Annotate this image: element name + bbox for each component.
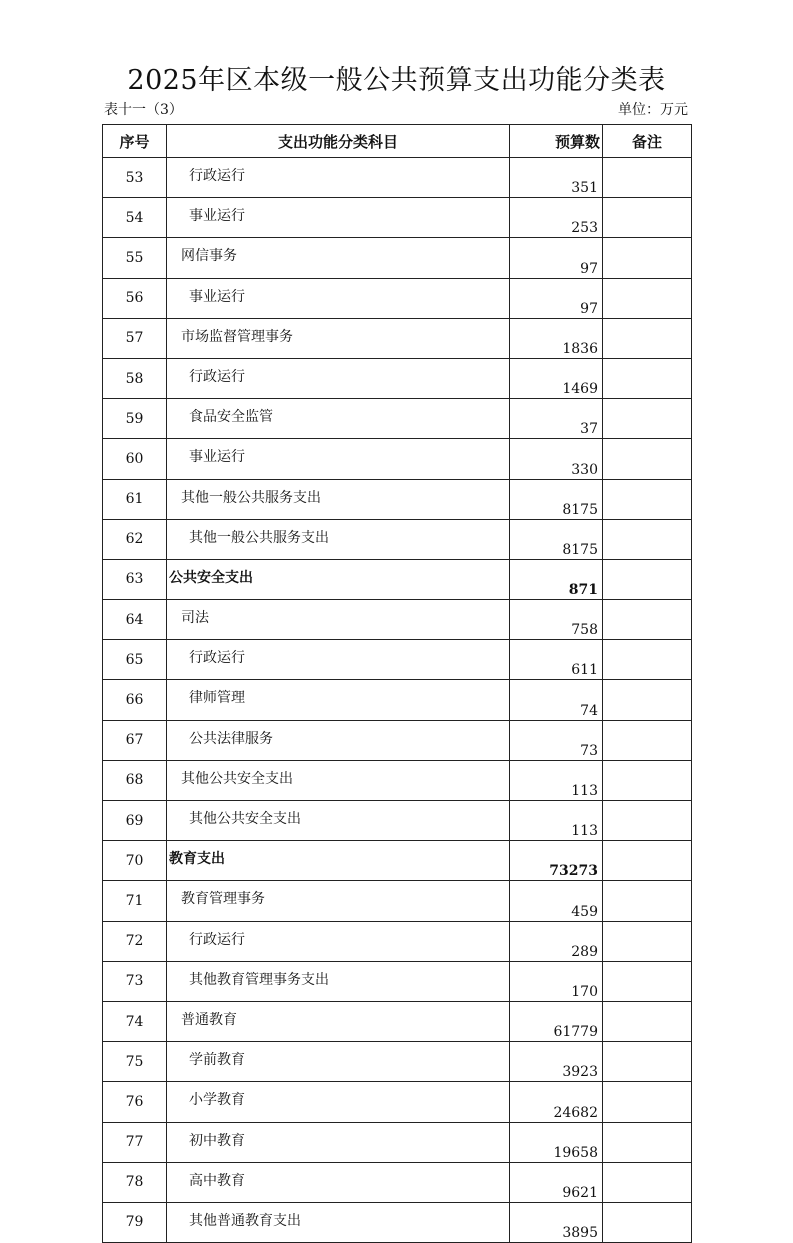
row-note bbox=[603, 479, 692, 519]
row-note bbox=[603, 680, 692, 720]
row-note bbox=[603, 519, 692, 559]
row-item: 事业运行 bbox=[167, 278, 510, 318]
row-seq: 63 bbox=[103, 559, 167, 599]
table-row bbox=[103, 358, 692, 398]
row-seq: 62 bbox=[103, 519, 167, 559]
row-item: 其他公共安全支出 bbox=[167, 801, 510, 841]
row-amount: 113 bbox=[510, 760, 603, 800]
row-amount: 19658 bbox=[510, 1122, 603, 1162]
row-item: 教育管理事务 bbox=[167, 881, 510, 921]
row-amount: 113 bbox=[510, 801, 603, 841]
row-note bbox=[603, 158, 692, 198]
row-seq: 74 bbox=[103, 1001, 167, 1041]
row-amount: 97 bbox=[510, 238, 603, 278]
row-amount: 170 bbox=[510, 961, 603, 1001]
header-item: 支出功能分类科目 bbox=[167, 125, 510, 158]
row-item: 小学教育 bbox=[167, 1082, 510, 1122]
row-seq: 53 bbox=[103, 158, 167, 198]
table-row bbox=[103, 720, 692, 760]
row-note bbox=[603, 760, 692, 800]
row-amount: 611 bbox=[510, 640, 603, 680]
row-note bbox=[603, 1042, 692, 1082]
table-row bbox=[103, 278, 692, 318]
row-amount: 9621 bbox=[510, 1162, 603, 1202]
row-item: 事业运行 bbox=[167, 198, 510, 238]
row-seq: 56 bbox=[103, 278, 167, 318]
row-amount: 3923 bbox=[510, 1042, 603, 1082]
row-seq: 57 bbox=[103, 318, 167, 358]
row-amount: 97 bbox=[510, 278, 603, 318]
budget-table bbox=[102, 124, 692, 1243]
row-seq: 58 bbox=[103, 358, 167, 398]
row-item: 普通教育 bbox=[167, 1001, 510, 1041]
table-row bbox=[103, 519, 692, 559]
table-row bbox=[103, 439, 692, 479]
row-amount: 73 bbox=[510, 720, 603, 760]
row-note bbox=[603, 358, 692, 398]
row-amount: 74 bbox=[510, 680, 603, 720]
row-amount: 289 bbox=[510, 921, 603, 961]
row-item: 司法 bbox=[167, 600, 510, 640]
row-amount: 1836 bbox=[510, 318, 603, 358]
row-seq: 69 bbox=[103, 801, 167, 841]
row-seq: 64 bbox=[103, 600, 167, 640]
header-seq: 序号 bbox=[103, 125, 167, 158]
table-body bbox=[103, 158, 692, 1243]
table-row bbox=[103, 238, 692, 278]
row-note bbox=[603, 881, 692, 921]
header-note: 备注 bbox=[603, 125, 692, 158]
row-item: 行政运行 bbox=[167, 640, 510, 680]
row-amount: 459 bbox=[510, 881, 603, 921]
row-seq: 73 bbox=[103, 961, 167, 1001]
row-seq: 67 bbox=[103, 720, 167, 760]
table-row bbox=[103, 198, 692, 238]
row-item: 网信事务 bbox=[167, 238, 510, 278]
row-note bbox=[603, 278, 692, 318]
row-note bbox=[603, 720, 692, 760]
row-item: 初中教育 bbox=[167, 1122, 510, 1162]
row-item: 律师管理 bbox=[167, 680, 510, 720]
row-amount: 330 bbox=[510, 439, 603, 479]
row-note bbox=[603, 1122, 692, 1162]
row-note bbox=[603, 198, 692, 238]
table-header-row bbox=[103, 125, 692, 158]
table-row bbox=[103, 1001, 692, 1041]
table-row bbox=[103, 961, 692, 1001]
table-row bbox=[103, 1202, 692, 1242]
table-row bbox=[103, 318, 692, 358]
row-note bbox=[603, 439, 692, 479]
table-row bbox=[103, 479, 692, 519]
row-seq: 78 bbox=[103, 1162, 167, 1202]
row-item: 学前教育 bbox=[167, 1042, 510, 1082]
row-item: 高中教育 bbox=[167, 1162, 510, 1202]
table-row bbox=[103, 158, 692, 198]
row-note bbox=[603, 921, 692, 961]
table-row bbox=[103, 760, 692, 800]
table-row bbox=[103, 559, 692, 599]
row-item: 教育支出 bbox=[167, 841, 510, 881]
row-item: 行政运行 bbox=[167, 921, 510, 961]
row-seq: 76 bbox=[103, 1082, 167, 1122]
table-row bbox=[103, 881, 692, 921]
row-amount: 351 bbox=[510, 158, 603, 198]
row-seq: 61 bbox=[103, 479, 167, 519]
row-item: 公共安全支出 bbox=[167, 559, 510, 599]
row-note bbox=[603, 1001, 692, 1041]
page-title: 2025年区本级一般公共预算支出功能分类表 bbox=[127, 65, 666, 96]
table-row bbox=[103, 1122, 692, 1162]
row-note bbox=[603, 1202, 692, 1242]
row-note bbox=[603, 640, 692, 680]
row-seq: 71 bbox=[103, 881, 167, 921]
row-seq: 55 bbox=[103, 238, 167, 278]
row-note bbox=[603, 238, 692, 278]
row-seq: 79 bbox=[103, 1202, 167, 1242]
row-amount: 37 bbox=[510, 399, 603, 439]
row-item: 行政运行 bbox=[167, 358, 510, 398]
table-number: 表十一（3） bbox=[104, 102, 183, 118]
header-amount: 预算数 bbox=[510, 125, 603, 158]
row-amount: 1469 bbox=[510, 358, 603, 398]
row-note bbox=[603, 841, 692, 881]
row-seq: 72 bbox=[103, 921, 167, 961]
table-row bbox=[103, 600, 692, 640]
row-seq: 77 bbox=[103, 1122, 167, 1162]
row-amount: 61779 bbox=[510, 1001, 603, 1041]
row-note bbox=[603, 961, 692, 1001]
row-amount: 24682 bbox=[510, 1082, 603, 1122]
row-note bbox=[603, 801, 692, 841]
row-item: 行政运行 bbox=[167, 158, 510, 198]
table-row bbox=[103, 680, 692, 720]
row-seq: 65 bbox=[103, 640, 167, 680]
row-item: 公共法律服务 bbox=[167, 720, 510, 760]
row-amount: 871 bbox=[510, 559, 603, 599]
row-amount: 758 bbox=[510, 600, 603, 640]
row-item: 食品安全监管 bbox=[167, 399, 510, 439]
row-seq: 66 bbox=[103, 680, 167, 720]
table-row bbox=[103, 801, 692, 841]
row-amount: 3895 bbox=[510, 1202, 603, 1242]
row-seq: 75 bbox=[103, 1042, 167, 1082]
table-row bbox=[103, 1042, 692, 1082]
row-item: 其他公共安全支出 bbox=[167, 760, 510, 800]
row-item: 市场监督管理事务 bbox=[167, 318, 510, 358]
table-row bbox=[103, 1162, 692, 1202]
table-row bbox=[103, 1082, 692, 1122]
row-seq: 70 bbox=[103, 841, 167, 881]
row-seq: 54 bbox=[103, 198, 167, 238]
table-row bbox=[103, 640, 692, 680]
row-item: 其他一般公共服务支出 bbox=[167, 519, 510, 559]
row-seq: 60 bbox=[103, 439, 167, 479]
row-amount: 253 bbox=[510, 198, 603, 238]
table-row bbox=[103, 841, 692, 881]
row-seq: 68 bbox=[103, 760, 167, 800]
row-note bbox=[603, 1082, 692, 1122]
row-item: 其他普通教育支出 bbox=[167, 1202, 510, 1242]
row-item: 事业运行 bbox=[167, 439, 510, 479]
unit-label: 单位：万元 bbox=[618, 102, 688, 118]
row-item: 其他一般公共服务支出 bbox=[167, 479, 510, 519]
row-note bbox=[603, 559, 692, 599]
row-item: 其他教育管理事务支出 bbox=[167, 961, 510, 1001]
row-note bbox=[603, 399, 692, 439]
table-row bbox=[103, 921, 692, 961]
row-amount: 8175 bbox=[510, 519, 603, 559]
row-amount: 73273 bbox=[510, 841, 603, 881]
row-note bbox=[603, 318, 692, 358]
row-amount: 8175 bbox=[510, 479, 603, 519]
table-row bbox=[103, 399, 692, 439]
row-note bbox=[603, 600, 692, 640]
row-note bbox=[603, 1162, 692, 1202]
row-seq: 59 bbox=[103, 399, 167, 439]
